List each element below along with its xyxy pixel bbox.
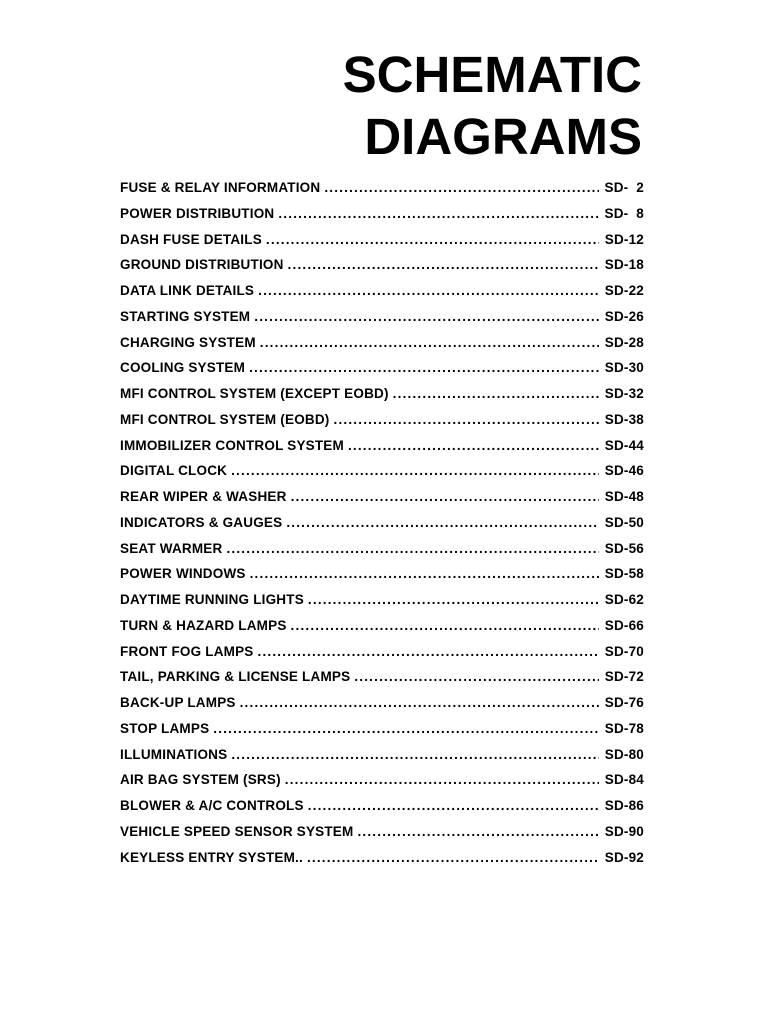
toc-entry-page: SD-46	[604, 463, 644, 479]
toc-entry-page: SD-66	[604, 617, 644, 633]
toc-entry-label: SEAT WARMER	[120, 540, 223, 556]
toc-dot-leader	[357, 824, 598, 839]
toc-dot-leader	[348, 438, 599, 453]
toc-entry	[120, 592, 644, 618]
toc-entry-page: SD-70	[604, 643, 644, 659]
toc-entry-page: SD-78	[604, 720, 644, 736]
toc-dot-leader	[354, 669, 598, 684]
toc-dot-leader	[266, 232, 599, 247]
toc-entry	[120, 618, 644, 644]
toc-entry-label: ILLUMINATIONS	[120, 746, 228, 762]
toc-dot-leader	[285, 772, 599, 787]
toc-entry-label: TURN & HAZARD LAMPS	[120, 617, 287, 633]
toc-entry-label: DATA LINK DETAILS	[120, 283, 255, 298]
toc-entry-page: SD-90	[604, 823, 644, 839]
toc-dot-leader	[324, 180, 598, 195]
toc-entry-label: INDICATORS & GAUGES	[120, 514, 283, 530]
toc-entry	[120, 824, 644, 850]
toc-dot-leader	[231, 747, 598, 762]
toc-entry	[120, 283, 644, 309]
toc-entry-label: STARTING SYSTEM	[120, 308, 251, 324]
toc-entry-page: SD-80	[604, 746, 644, 762]
toc-dot-leader	[254, 309, 598, 324]
toc-entry-page: SD- 8	[604, 205, 644, 221]
toc-entry-label: KEYLESS ENTRY SYSTEM..	[120, 849, 303, 865]
toc-entry	[120, 850, 644, 876]
toc-entry-label: DAYTIME RUNNING LIGHTS	[120, 592, 304, 607]
toc-entry	[120, 669, 644, 695]
toc-dot-leader	[250, 566, 599, 581]
toc-dot-leader	[258, 283, 599, 298]
toc-entry-label: AIR BAG SYSTEM (SRS)	[120, 772, 281, 788]
toc-entry-label: FRONT FOG LAMPS	[120, 643, 254, 659]
toc-dot-leader	[240, 695, 599, 710]
toc-dot-leader	[307, 850, 599, 865]
page-title-line-2: DIAGRAMS	[364, 108, 642, 165]
toc-entry-label: CHARGING SYSTEM	[120, 334, 256, 350]
page-title-line-1: SCHEMATIC	[342, 46, 642, 103]
toc-entry-page: SD-56	[604, 540, 644, 556]
toc-entry-page: SD-26	[604, 308, 644, 324]
toc-entry-page: SD-22	[604, 283, 644, 298]
toc-dot-leader	[213, 721, 598, 736]
toc-entry-label: FUSE & RELAY INFORMATION	[120, 180, 321, 195]
toc-dot-leader	[291, 489, 599, 504]
toc-entry-page: SD- 2	[604, 180, 644, 195]
toc-dot-leader	[231, 463, 599, 478]
toc-dot-leader	[288, 257, 599, 272]
toc-entry-page: SD-58	[604, 566, 644, 582]
toc-dot-leader	[308, 592, 599, 607]
toc-entry-page: SD-76	[604, 695, 644, 710]
toc-entry	[120, 463, 644, 489]
toc-dot-leader	[226, 541, 598, 556]
toc-entry-label: MFI CONTROL SYSTEM (EOBD)	[120, 411, 330, 427]
toc-dot-leader	[393, 386, 599, 401]
toc-dot-leader	[278, 206, 598, 221]
toc-entry-label: GROUND DISTRIBUTION	[120, 257, 284, 273]
toc-entry-page: SD-44	[604, 437, 644, 453]
toc-dot-leader	[260, 335, 599, 350]
toc-entry	[120, 695, 644, 721]
toc-entry	[120, 541, 644, 567]
toc-entry	[120, 747, 644, 773]
toc-entry-page: SD-28	[604, 334, 644, 350]
toc-entry	[120, 515, 644, 541]
toc-entry-label: DASH FUSE DETAILS	[120, 231, 262, 247]
toc-entry-label: IMMOBILIZER CONTROL SYSTEM	[120, 437, 344, 453]
toc-entry	[120, 798, 644, 824]
toc-entry	[120, 772, 644, 798]
page-title	[343, 44, 642, 168]
toc-entry-page: SD-72	[604, 669, 644, 685]
toc-entry-label: BLOWER & A/C CONTROLS	[120, 798, 304, 813]
toc-entry-page: SD-38	[604, 411, 644, 427]
toc-entry-label: TAIL, PARKING & LICENSE LAMPS	[120, 669, 351, 685]
toc-dot-leader	[258, 644, 599, 659]
toc-dot-leader	[291, 618, 599, 633]
toc-entry-page: SD-62	[604, 592, 644, 607]
toc-entry	[120, 721, 644, 747]
toc-entry	[120, 335, 644, 361]
toc-entry-page: SD-18	[604, 257, 644, 273]
toc-entry	[120, 644, 644, 670]
toc-dot-leader	[249, 360, 599, 375]
toc-entry-page: SD-84	[604, 772, 644, 788]
toc-entry	[120, 257, 644, 283]
toc-entry-page: SD-48	[604, 489, 644, 504]
toc-entry-page: SD-86	[604, 798, 644, 813]
toc-entry-label: REAR WIPER & WASHER	[120, 489, 287, 504]
toc-entry	[120, 180, 644, 206]
toc-entry	[120, 412, 644, 438]
toc-entry-label: DIGITAL CLOCK	[120, 463, 228, 479]
toc-entry	[120, 386, 644, 412]
toc-entry-page: SD-32	[604, 386, 644, 401]
toc-entry	[120, 309, 644, 335]
toc-entry-label: VEHICLE SPEED SENSOR SYSTEM	[120, 823, 354, 839]
toc-entry-page: SD-12	[604, 231, 644, 247]
toc-entry	[120, 232, 644, 258]
toc-entry-label: COOLING SYSTEM	[120, 360, 246, 376]
toc-dot-leader	[308, 798, 599, 813]
toc-entry-page: SD-92	[604, 849, 644, 865]
toc-entry-label: BACK-UP LAMPS	[120, 695, 236, 710]
toc-dot-leader	[286, 515, 598, 530]
toc-entry	[120, 360, 644, 386]
toc-dot-leader	[334, 412, 599, 427]
toc-entry-label: POWER WINDOWS	[120, 566, 246, 582]
toc-entry-page: SD-30	[604, 360, 644, 376]
toc-entry-label: MFI CONTROL SYSTEM (EXCEPT EOBD)	[120, 386, 389, 401]
table-of-contents	[120, 180, 644, 875]
toc-entry-label: STOP LAMPS	[120, 720, 210, 736]
toc-entry	[120, 206, 644, 232]
toc-entry	[120, 566, 644, 592]
toc-entry-label: POWER DISTRIBUTION	[120, 205, 275, 221]
toc-entry	[120, 438, 644, 464]
toc-entry	[120, 489, 644, 515]
toc-entry-page: SD-50	[604, 514, 644, 530]
